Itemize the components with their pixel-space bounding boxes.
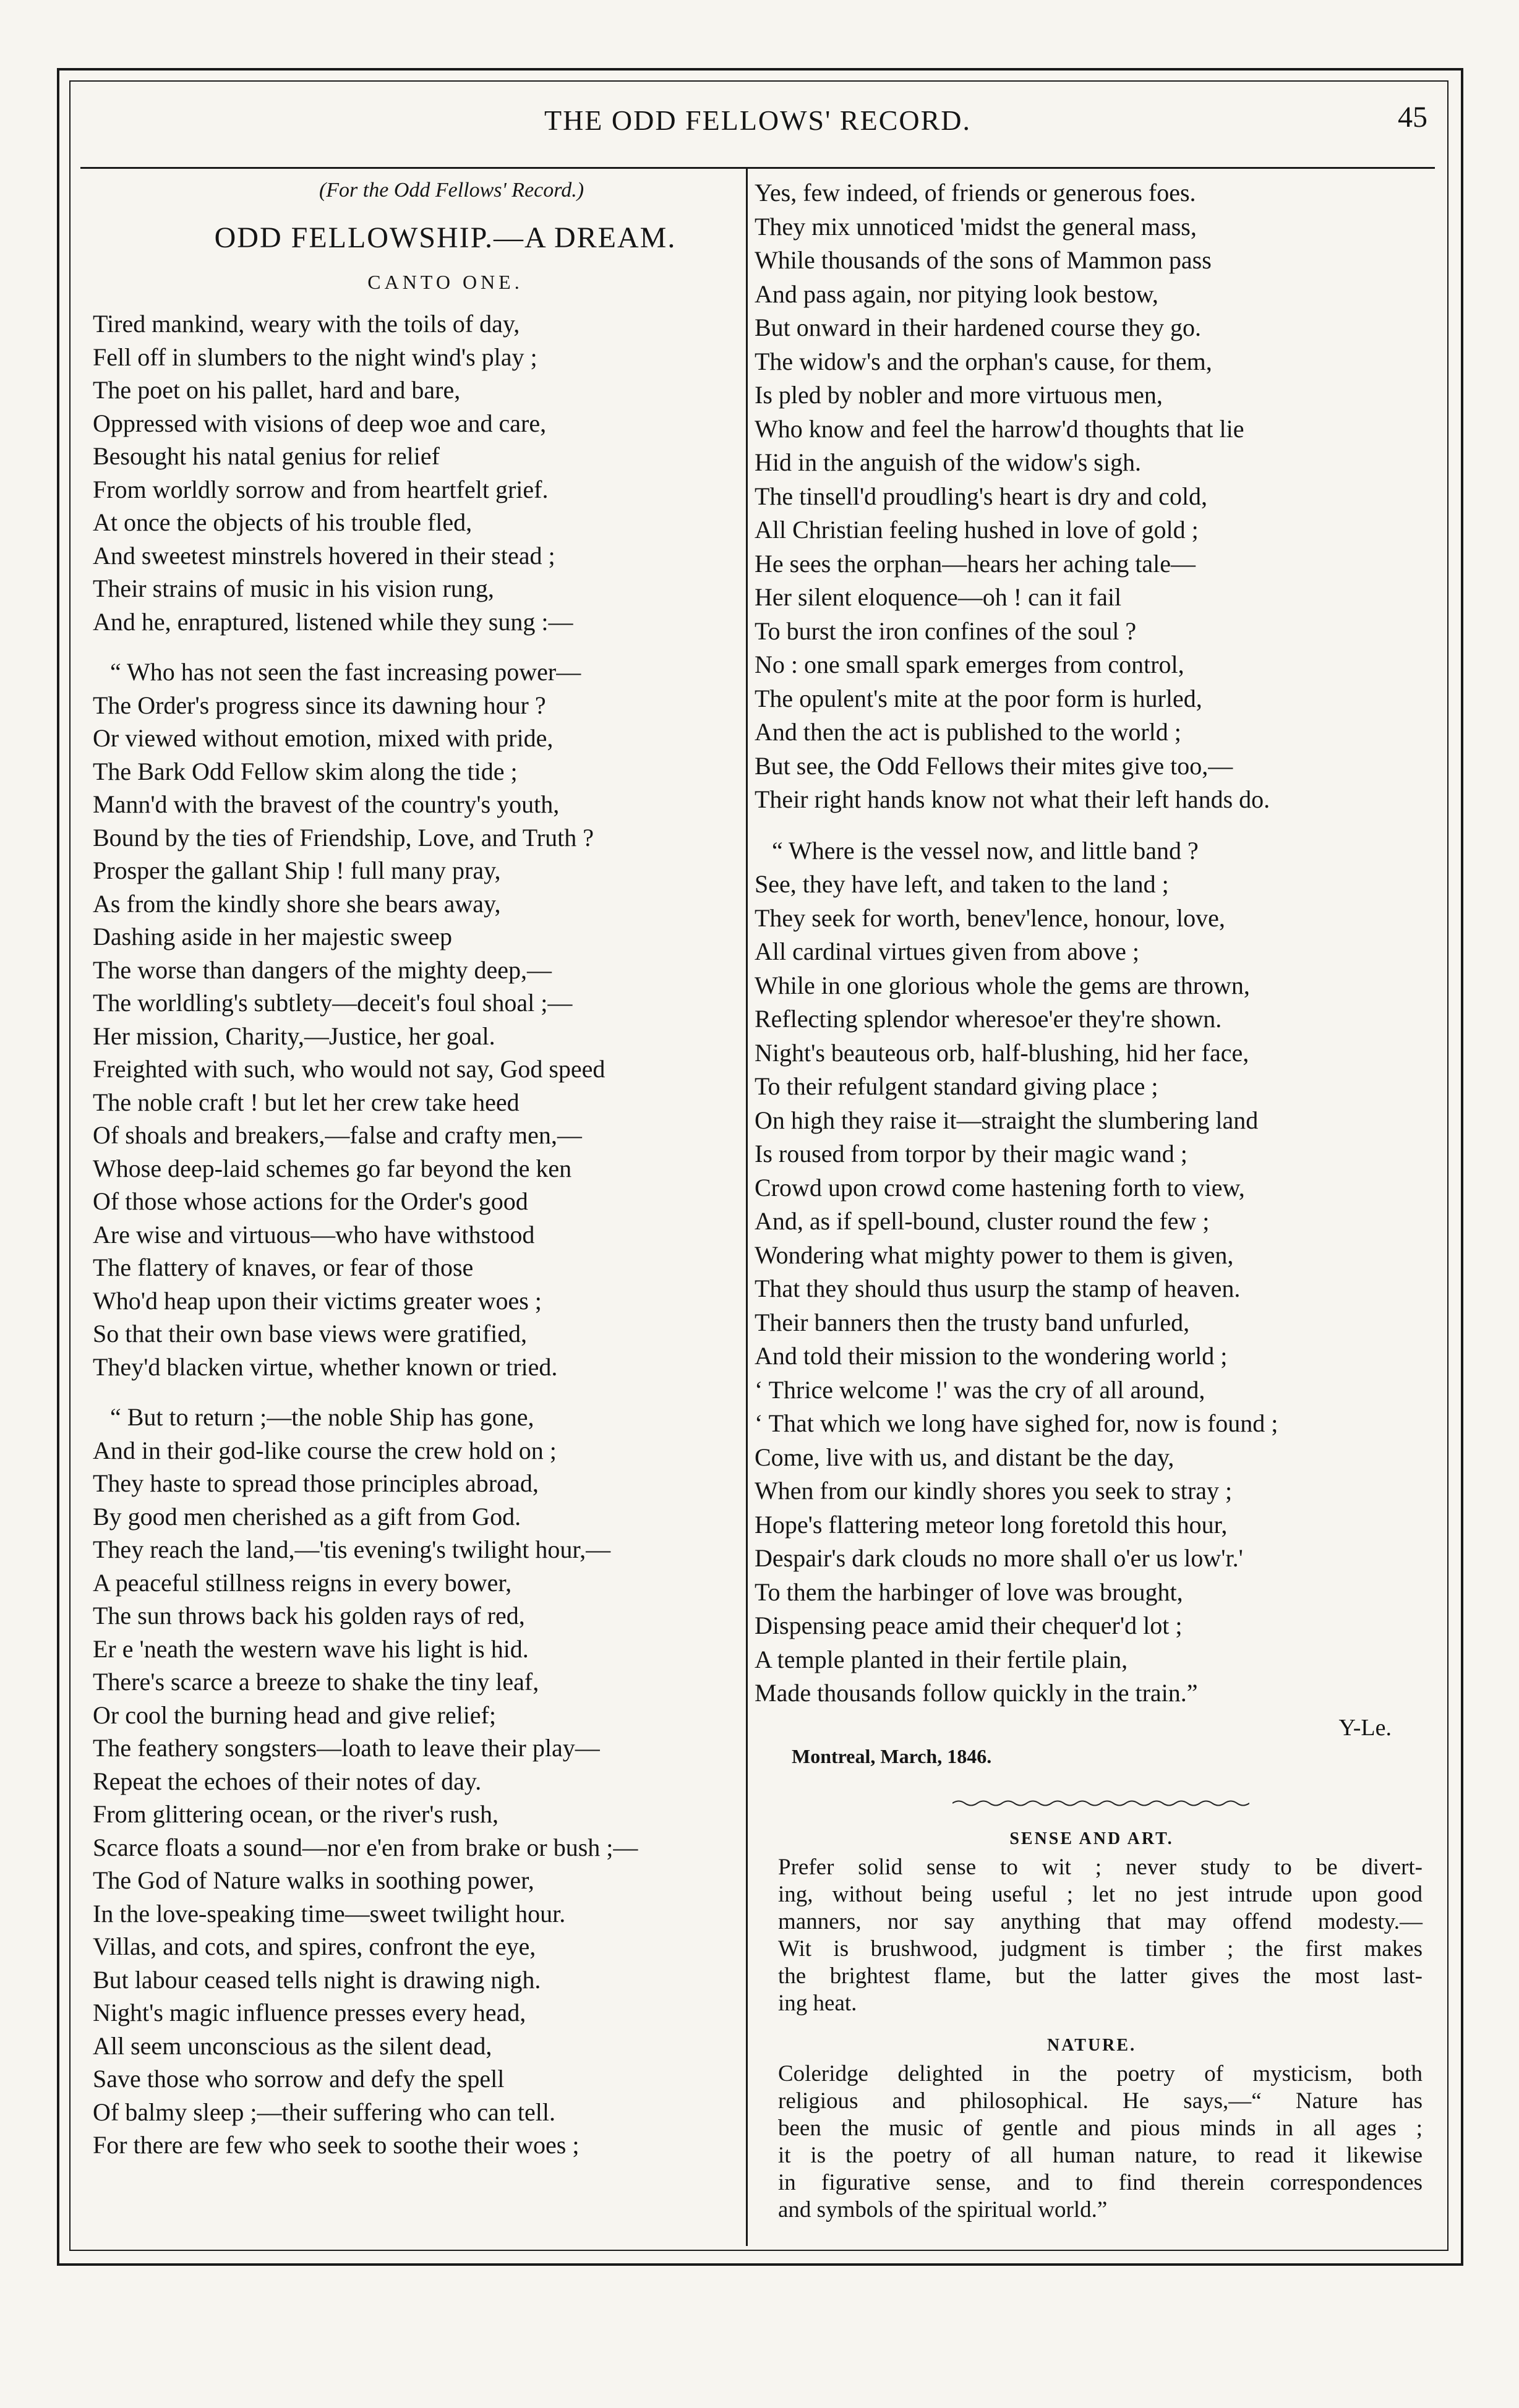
poem-line: And he, enraptured, listened while they sung :— <box>93 607 573 636</box>
poem-line: When from our kindly shores you seek to stray ; <box>755 1477 1233 1505</box>
poem-line: The poet on his pallet, hard and bare, <box>93 376 461 404</box>
section-title-nature: NATURE. <box>1046 2035 1137 2055</box>
poem-line: Made thousands follow quickly in the train.” <box>755 1679 1198 1707</box>
poem-line: All Christian feeling hushed in love of gold ; <box>755 516 1199 544</box>
poem-line: Save those who sorrow and defy the spell <box>93 2065 505 2093</box>
poem-line: Crowd upon crowd come hastening forth to view, <box>755 1173 1245 1202</box>
poem-line: Besought his natal genius for relief <box>93 442 440 470</box>
poem-line: Dashing aside in her majestic sweep <box>93 923 452 950</box>
poem-line: But onward in their hardened course they go. <box>755 314 1202 341</box>
nature-paragraph <box>755 2060 1429 2224</box>
prose-line: religious and philosophical. He says,—“ Nature has <box>778 2088 1423 2114</box>
poem-line: But labour ceased tells night is drawing nigh. <box>93 1965 541 1994</box>
stanza-3 <box>93 1401 736 2162</box>
poem-byline: (For the Odd Fellows' Record.) <box>319 179 584 202</box>
poem-line: Dispensing peace amid their chequer'd lot ; <box>755 1612 1183 1639</box>
prose-line: Coleridge delighted in the poetry of mysticism, both <box>778 2060 1423 2086</box>
poem-line: “ Who has not seen the fast increasing power— <box>110 658 581 686</box>
poem-line: And then the act is published to the world ; <box>755 718 1181 746</box>
poem-line: All cardinal virtues given from above ; <box>755 937 1140 965</box>
poem-line: Repeat the echoes of their notes of day. <box>93 1767 482 1795</box>
poem-line: And sweetest minstrels hovered in their stead ; <box>93 541 555 570</box>
poem-line: Who know and feel the harrow'd thoughts that lie <box>755 414 1244 443</box>
poem-line: “ But to return ;—the noble Ship has gone, <box>110 1403 534 1431</box>
poem-line: And told their mission to the wondering world ; <box>755 1342 1228 1370</box>
prose-line: ing heat. <box>778 1990 857 2016</box>
poem-line: The worse than dangers of the mighty deep,— <box>93 955 552 984</box>
poem-line: The Order's progress since its dawning hour ? <box>93 691 546 719</box>
poem-line: Er e 'neath the western wave his light is hid. <box>93 1634 529 1663</box>
decorative-rule <box>952 1799 1249 1808</box>
poem-line: Hid in the anguish of the widow's sigh. <box>755 448 1141 476</box>
poem-line: Scarce floats a sound—nor e'en from brake or bush ;— <box>93 1833 638 1861</box>
prose-line: ing, without being useful ; let no jest intrude upon good <box>778 1881 1423 1907</box>
poem-line: A peaceful stillness reigns in every bower, <box>93 1568 512 1597</box>
poem-line: To their refulgent standard giving place ; <box>755 1072 1158 1100</box>
poem-line: Oppressed with visions of deep woe and care, <box>93 409 547 437</box>
poem-line: No : one small spark emerges from control, <box>755 651 1184 678</box>
poem-line: The tinsell'd proudling's heart is dry and cold, <box>755 482 1208 510</box>
stanza-2 <box>93 655 736 1383</box>
poem-line: They haste to spread those principles abroad, <box>93 1469 539 1497</box>
poem-line: While thousands of the sons of Mammon pass <box>755 246 1212 274</box>
poem-line: Or viewed without emotion, mixed with pride, <box>93 724 554 752</box>
prose-line: and symbols of the spiritual world.” <box>778 2197 1108 2222</box>
poem-line: He sees the orphan—hears her aching tale— <box>755 549 1196 578</box>
poem-line: Their banners then the trusty band unfurled, <box>755 1308 1190 1336</box>
poem-line: Her silent eloquence—oh ! can it fail <box>755 583 1122 611</box>
poem-line: The widow's and the orphan's cause, for them, <box>755 347 1212 375</box>
poem-line: From worldly sorrow and from heartfelt grief. <box>93 475 549 503</box>
poem-line: While in one glorious whole the gems are thrown, <box>755 971 1250 999</box>
poem-line: At once the objects of his trouble fled, <box>93 508 473 536</box>
poem-line: Of those whose actions for the Order's good <box>93 1187 528 1215</box>
poem-line: Of balmy sleep ;—their suffering who can tell. <box>93 2098 555 2126</box>
poem-line: In the love-speaking time—sweet twilight hour. <box>93 1899 566 1928</box>
prose-line: it is the poetry of all human nature, to read it likewise <box>778 2142 1423 2168</box>
prose-line: Prefer solid sense to wit ; never study to be divert- <box>778 1854 1423 1880</box>
poem-line: Night's magic influence presses every head, <box>93 1999 526 2026</box>
poem-line: Whose deep-laid schemes go far beyond the ken <box>93 1154 572 1182</box>
poem-line: See, they have left, and taken to the land ; <box>755 870 1169 898</box>
left-column <box>93 176 736 2162</box>
poem-line: ‘ Thrice welcome !' was the cry of all around, <box>755 1375 1205 1404</box>
column-divider <box>746 168 748 2246</box>
poem-line: They reach the land,—'tis evening's twilight hour,— <box>93 1535 611 1563</box>
poem-line: Bound by the ties of Friendship, Love, and Truth ? <box>93 823 594 852</box>
poem-line: A temple planted in their fertile plain, <box>755 1645 1128 1673</box>
sense-and-art-paragraph <box>755 1854 1429 2017</box>
prose-line: been the music of gentle and pious minds in all ages ; <box>778 2115 1423 2141</box>
prose-line: Wit is brushwood, judgment is timber ; the first makes <box>778 1936 1423 1962</box>
poem-line: The Bark Odd Fellow skim along the tide ; <box>93 757 518 785</box>
poem-line: Hope's flattering meteor long foretold this hour, <box>755 1510 1228 1539</box>
poem-line: The flattery of knaves, or fear of those <box>93 1253 474 1281</box>
poem-line: Villas, and cots, and spires, confront the eye, <box>93 1932 536 1960</box>
poem-line: The opulent's mite at the poor form is hurled, <box>755 684 1202 712</box>
poem-line: The sun throws back his golden rays of red, <box>93 1602 525 1629</box>
poem-line: Freighted with such, who would not say, God speed <box>93 1055 605 1083</box>
poem-line: They mix unnoticed 'midst the general mass, <box>755 212 1197 241</box>
poem-line: So that their own base views were gratified, <box>93 1320 528 1347</box>
poem-line: Her mission, Charity,—Justice, her goal. <box>93 1022 495 1050</box>
poem-signature: Y-Le. <box>1338 1714 1392 1741</box>
right-column <box>755 176 1429 2224</box>
poem-line: They seek for worth, benev'lence, honour, love, <box>755 903 1225 932</box>
poem-line: But see, the Odd Fellows their mites give too,— <box>755 751 1233 780</box>
poem-line: Their strains of music in his vision rung, <box>93 574 494 602</box>
stanza-4 <box>755 176 1429 817</box>
poem-line: As from the kindly shore she bears away, <box>93 889 501 918</box>
poem-line: The worldling's subtlety—deceit's foul shoal ;— <box>93 989 573 1017</box>
poem-line: And, as if spell-bound, cluster round the few ; <box>755 1207 1210 1235</box>
page-number: 45 <box>1398 101 1427 134</box>
poem-line: To burst the iron confines of the soul ? <box>755 617 1137 645</box>
poem-line: Of shoals and breakers,—false and crafty men,— <box>93 1121 582 1149</box>
poem-line: And pass again, nor pitying look bestow, <box>755 280 1158 308</box>
poem-line: “ Where is the vessel now, and little band ? <box>772 836 1199 865</box>
poem-line: Yes, few indeed, of friends or generous foes. <box>755 179 1196 207</box>
poem-line: To them the harbinger of love was brought, <box>755 1578 1183 1606</box>
poem-line: ‘ That which we long have sighed for, now is found ; <box>755 1409 1278 1437</box>
running-title: THE ODD FELLOWS' RECORD. <box>544 105 972 136</box>
poem-line: Is roused from torpor by their magic wand ; <box>755 1140 1187 1168</box>
poem-line: The feathery songsters—loath to leave their play— <box>93 1734 600 1762</box>
poem-dateline: Montreal, March, 1846. <box>792 1744 992 1767</box>
poem-line: Wondering what mighty power to them is given, <box>755 1240 1234 1269</box>
poem-line: For there are few who seek to soothe their woes ; <box>93 2131 580 2159</box>
poem-line: Is pled by nobler and more virtuous men, <box>755 381 1163 409</box>
poem-line: By good men cherished as a gift from God. <box>93 1502 521 1531</box>
poem-line: They'd blacken virtue, whether known or tried. <box>93 1352 558 1381</box>
prose-line: manners, nor say anything that may offend modesty.— <box>778 1908 1423 1934</box>
poem-line: Who'd heap upon their victims greater woes ; <box>93 1286 542 1315</box>
poem-line: And in their god-like course the crew hold on ; <box>93 1436 557 1464</box>
poem-line: The noble craft ! but let her crew take heed <box>93 1088 520 1116</box>
poem-line: Mann'd with the bravest of the country's youth, <box>93 790 560 818</box>
poem-line: On high they raise it—straight the slumbering land <box>755 1106 1259 1134</box>
section-title-sense-and-art: SENSE AND ART. <box>1009 1829 1174 1848</box>
prose-line: in figurative sense, and to find therein correspondences <box>778 2169 1423 2195</box>
poem-line: Their right hands know not what their left hands do. <box>755 785 1270 813</box>
poem-line: Come, live with us, and distant be the day, <box>755 1443 1175 1471</box>
poem-title: ODD FELLOWSHIP.—A DREAM. <box>214 221 677 254</box>
prose-line: the brightest flame, but the latter gives the most last- <box>778 1963 1423 1989</box>
poem-line: Prosper the gallant Ship ! full many pray, <box>93 856 501 884</box>
poem-line: There's scarce a breeze to shake the tiny leaf, <box>93 1668 539 1696</box>
stanza-5 <box>755 834 1429 1710</box>
poem-line: Tired mankind, weary with the toils of day, <box>93 310 520 338</box>
poem-line: Reflecting splendor wheresoe'er they're shown. <box>755 1005 1222 1033</box>
stanza-1 <box>93 307 736 638</box>
poem-line: From glittering ocean, or the river's rush, <box>93 1800 498 1828</box>
poem-line: That they should thus usurp the stamp of heaven. <box>755 1274 1241 1302</box>
poem-line: All seem unconscious as the silent dead, <box>93 2031 492 2060</box>
canto-heading: CANTO ONE. <box>367 271 523 293</box>
poem-line: Night's beauteous orb, half-blushing, hid her face, <box>755 1038 1249 1067</box>
poem-line: Are wise and virtuous—who have withstood <box>93 1220 535 1249</box>
page-header <box>80 93 1435 169</box>
poem-line: The God of Nature walks in soothing power, <box>93 1866 534 1894</box>
poem-line: Or cool the burning head and give relief; <box>93 1701 496 1729</box>
poem-line: Despair's dark clouds no more shall o'er us low'r.' <box>755 1544 1243 1572</box>
poem-line: Fell off in slumbers to the night wind's play ; <box>93 343 537 371</box>
